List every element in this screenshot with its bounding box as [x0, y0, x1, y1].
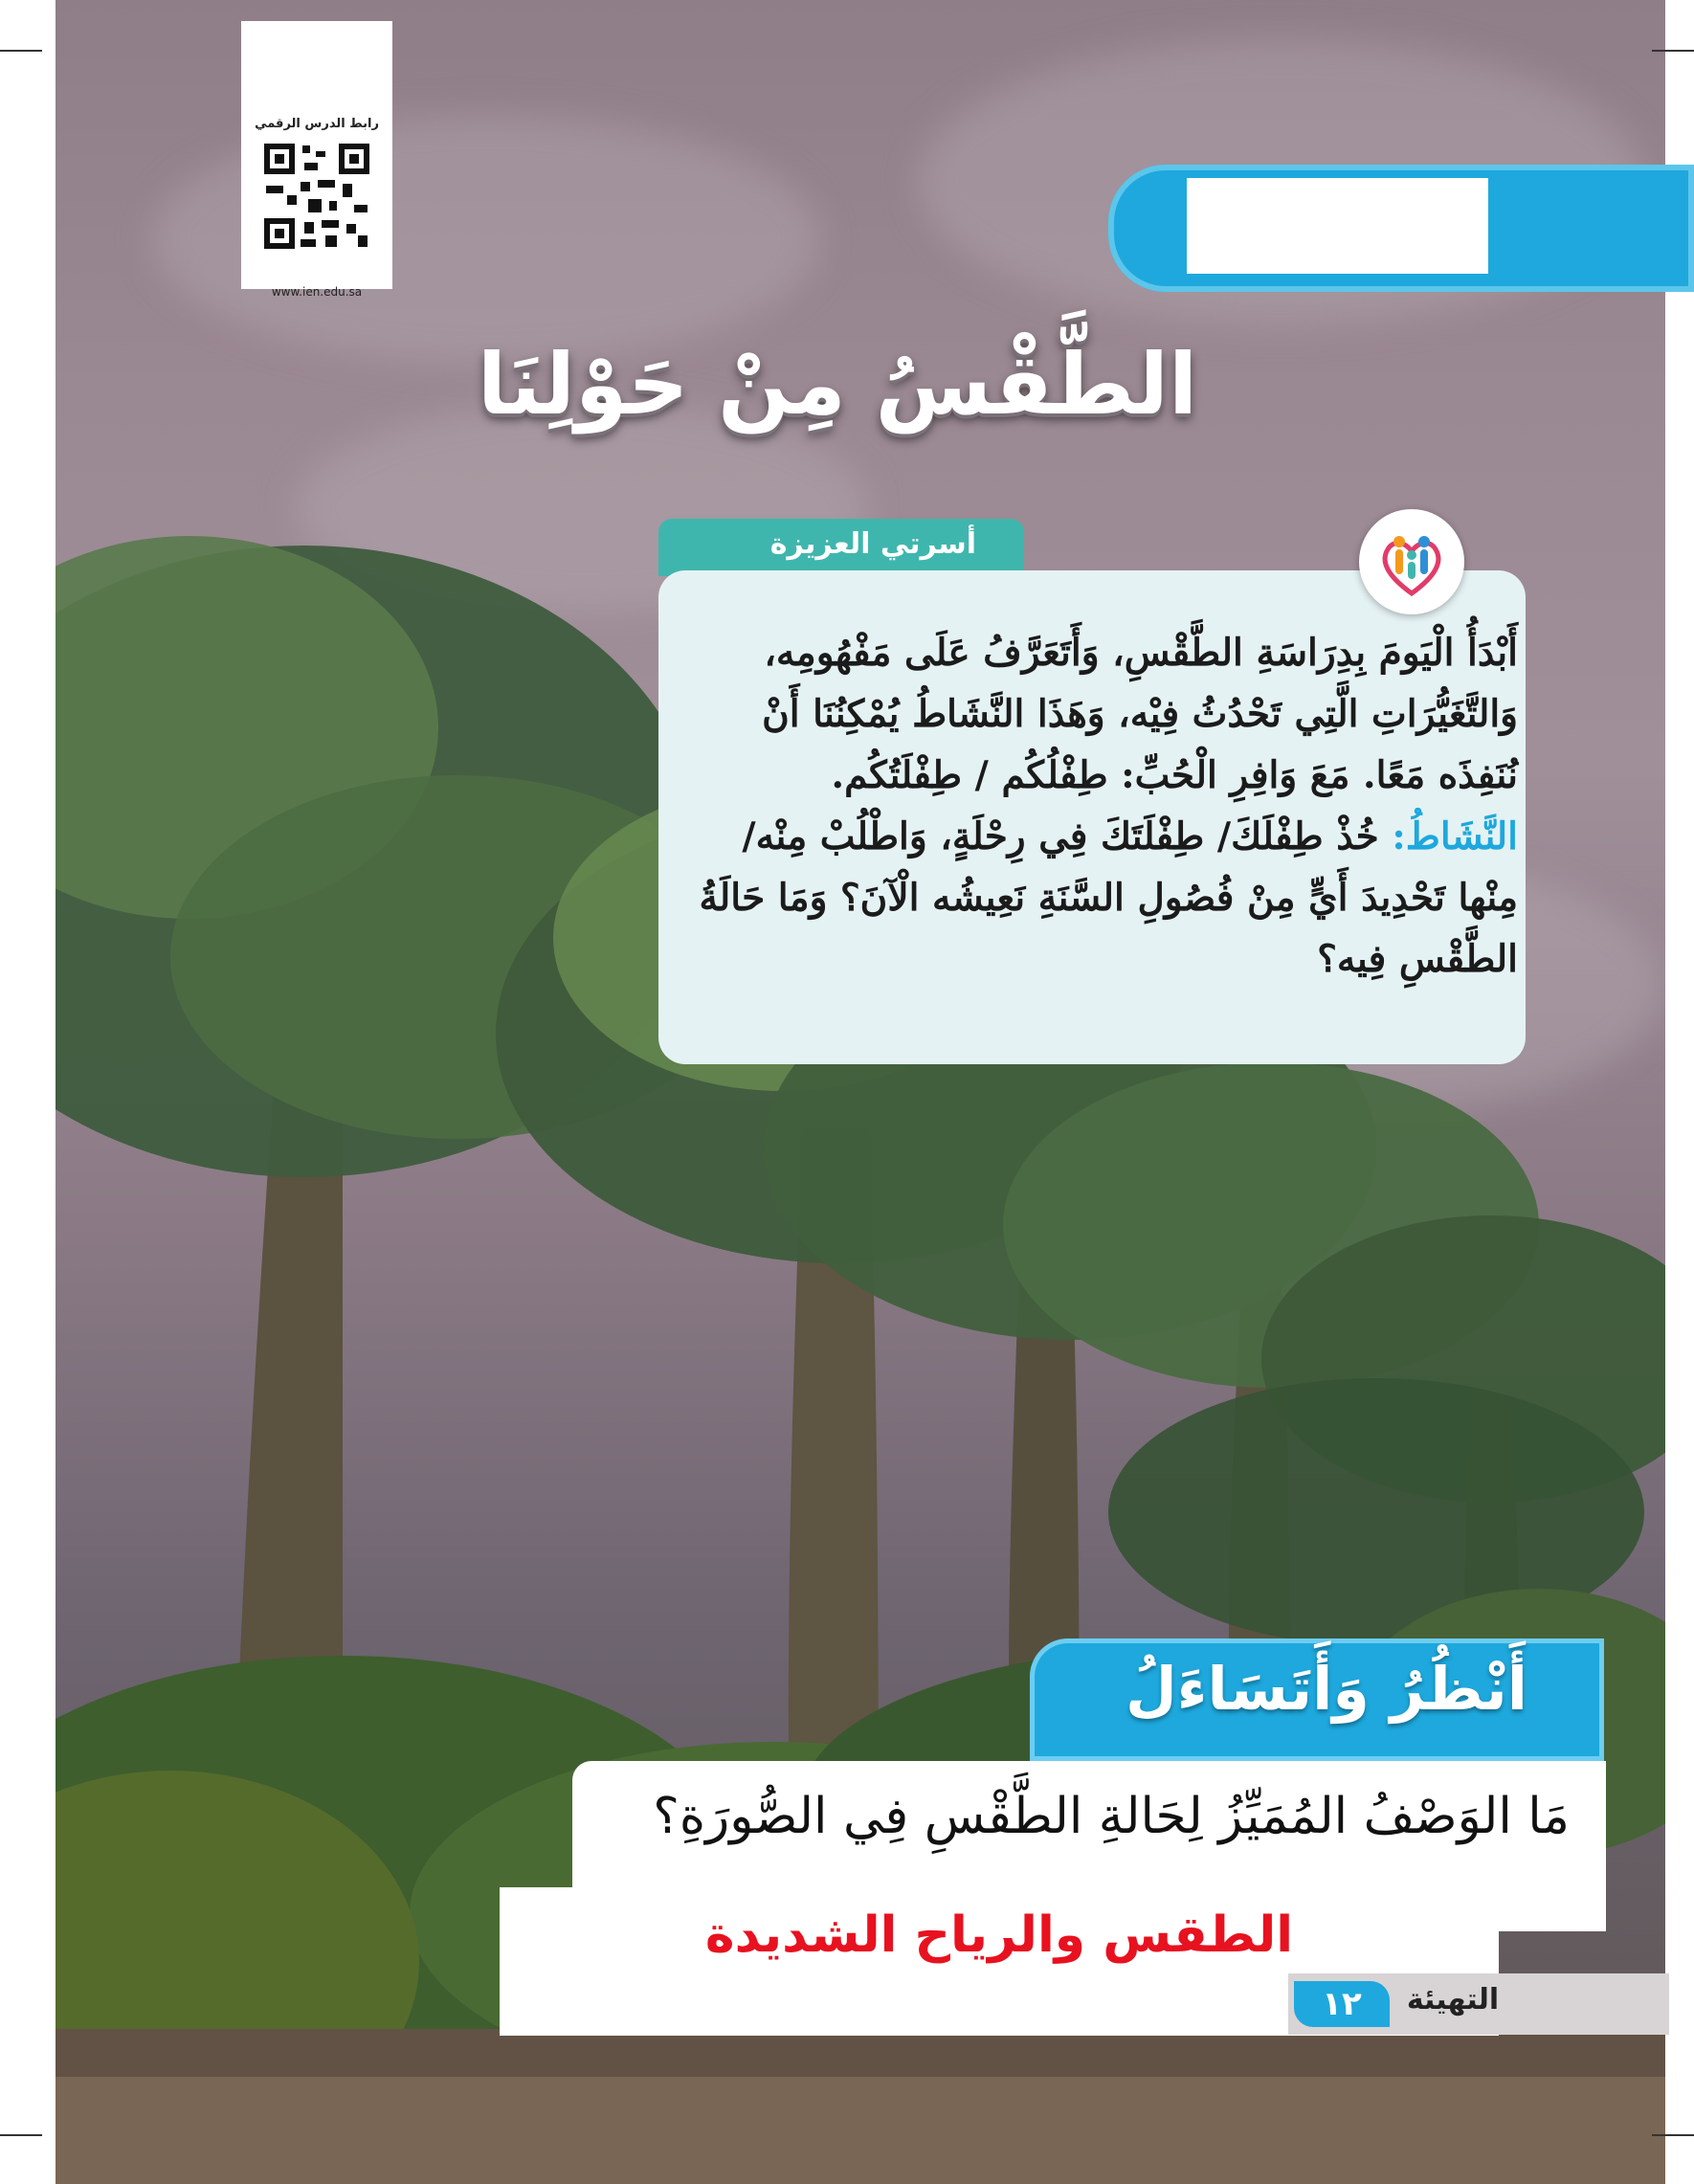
crop-mark: [1652, 2134, 1694, 2136]
observe-heading: أَنْظُرُ وَأَتَسَاءَلُ: [1125, 1654, 1527, 1724]
qr-code-icon: [262, 142, 371, 251]
qr-url: www.ien.edu.sa: [271, 285, 363, 299]
section-label: التهيئة: [1406, 1983, 1500, 2017]
page-number: ١٢: [1294, 1981, 1390, 2027]
qr-code-card[interactable]: [241, 21, 392, 299]
crop-mark: [0, 50, 42, 52]
family-note-heading: أسرتي العزيزة: [769, 527, 976, 561]
crop-mark: [1652, 50, 1694, 52]
activity-label: النَّشَاطُ:: [1392, 814, 1518, 858]
answer-text: الطقس والرياح الشديدة: [704, 1906, 1294, 1964]
activity-text: خُذْ طِفْلَكَ/ طِفْلَتَكَ فِي رِحْلَةٍ، وَاطْلُبْ مِنْه/ مِنْها تَحْدِيدَ أَيٍّ مِنْ فُصُولِ السَّنَةِ نَعِيشُه الْآنَ؟ وَمَا حَالَةُ الطَّقْسِ فِيه؟: [699, 814, 1518, 981]
crop-mark: [0, 2134, 42, 2136]
qr-label: رابط الدرس الرقمي: [255, 117, 379, 131]
family-note-paragraph: أَبْدَأُ الْيَومَ بِدِرَاسَةِ الطَّقْسِ، وَأَتَعَرَّفُ عَلَى مَفْهُومِه، وَالتَّغَيُّرَاتِ الَّتِي تَحْدُثُ فِيْه، وَهَذَا النَّشَاطُ يُمْكِنُنَا أَنْ نُنَفِذَه مَعًا. مَعَ وَافِرِ الْحُبِّ: طِفْلُكُم / طِفْلَتُكُم.: [762, 631, 1518, 797]
family-heart-icon: [1359, 509, 1464, 614]
lesson-title: الطَّقْسُ مِنْ حَوْلِنَا: [477, 335, 1198, 434]
family-note-text: [699, 622, 1518, 990]
question-text: مَا الوَصْفُ المُمَيِّزُ لِحَالةِ الطَّقْسِ فِي الصُّورَةِ؟: [653, 1788, 1570, 1845]
lesson-tab-blank: [1187, 178, 1488, 274]
